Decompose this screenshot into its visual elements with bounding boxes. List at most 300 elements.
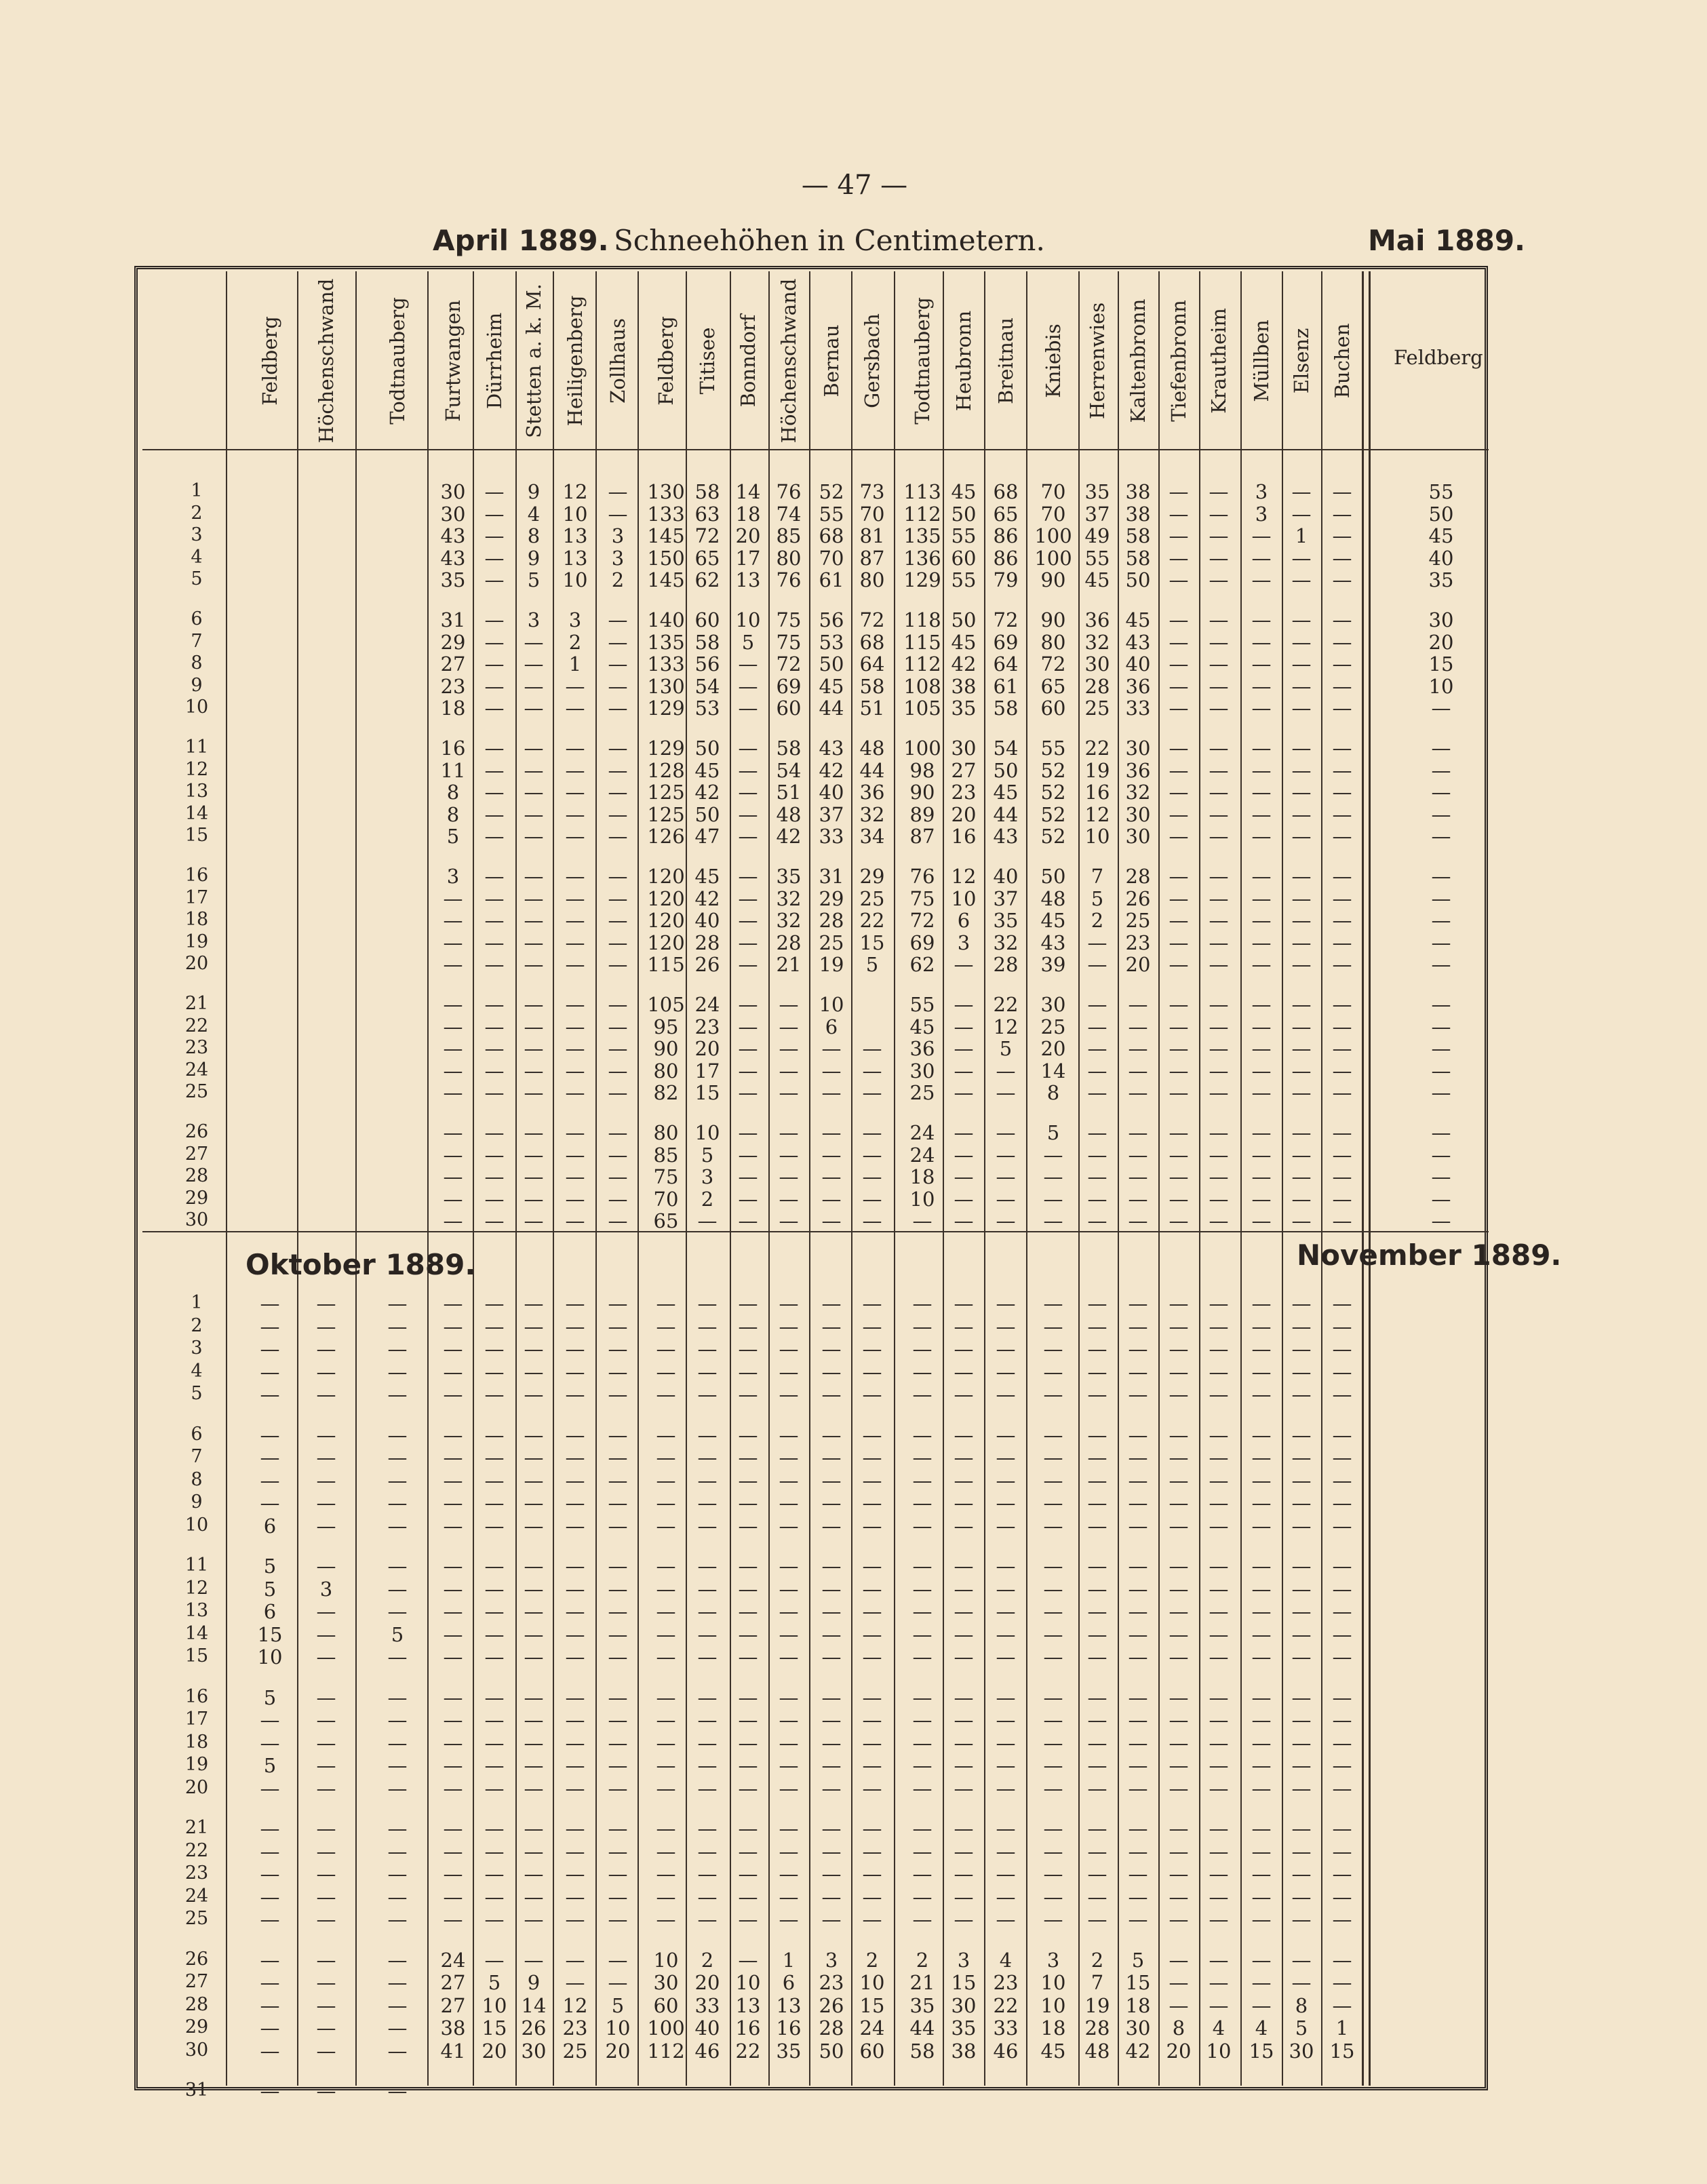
table-cell: —: [524, 931, 544, 954]
table-cell: —: [565, 931, 585, 954]
table-cell: —: [954, 1423, 974, 1447]
table-cell: —: [656, 1817, 676, 1840]
table-cell: —: [1209, 1491, 1229, 1515]
table-cell: 45: [694, 865, 720, 888]
table-cell: 50: [1040, 865, 1066, 888]
table-cell: —: [1043, 1709, 1063, 1732]
table-cell: 10: [819, 993, 844, 1016]
table-cell: —: [779, 1491, 799, 1515]
table-cell: 53: [819, 630, 844, 654]
table-cell: —: [1087, 1059, 1107, 1083]
table-cell: —: [260, 2016, 280, 2040]
table-cell: 28: [993, 953, 1019, 977]
table-cell: 38: [1125, 502, 1151, 526]
table-cell: —: [697, 1885, 718, 1909]
table-cell: —: [524, 1577, 544, 1601]
table-cell: —: [1087, 1468, 1107, 1492]
table-cell: 65: [993, 502, 1019, 526]
table-cell: 21: [909, 1971, 935, 1994]
table-cell: —: [565, 1143, 585, 1167]
table-cell: —: [779, 1292, 799, 1315]
table-cell: —: [565, 1081, 585, 1105]
table-cell: 5: [1091, 886, 1104, 910]
table-cell: 55: [909, 993, 935, 1016]
table-cell: 26: [694, 953, 720, 977]
table-cell: —: [954, 1383, 974, 1406]
table-cell: —: [524, 630, 544, 654]
table-cell: 30: [1125, 2016, 1151, 2040]
table-cell: 3: [1046, 1948, 1060, 1972]
table-cell: —: [1169, 1143, 1189, 1167]
table-cell: —: [484, 1555, 505, 1578]
table-cell: —: [1209, 1037, 1229, 1061]
column-header: Gersbach: [861, 313, 884, 408]
table-cell: —: [608, 1948, 628, 1972]
table-cell: 62: [909, 953, 935, 977]
table-cell: 2: [1091, 909, 1104, 933]
table-cell: 115: [903, 630, 941, 654]
table-cell: —: [608, 1491, 628, 1515]
table-cell: —: [316, 1709, 336, 1732]
table-cell: —: [821, 1514, 842, 1538]
table-cell: —: [524, 1015, 544, 1038]
table-cell: —: [608, 1839, 628, 1863]
table-cell: 73: [859, 480, 885, 503]
table-cell: —: [1169, 1839, 1189, 1863]
table-cell: —: [1169, 1468, 1189, 1492]
feldberg-cell: 20: [1428, 630, 1454, 654]
table-cell: —: [1332, 1600, 1352, 1623]
table-cell: —: [387, 1383, 408, 1406]
table-cell: 72: [1040, 652, 1066, 676]
table-cell: 58: [909, 2039, 935, 2063]
table-cell: 48: [1084, 2039, 1110, 2063]
table-cell: —: [316, 1383, 336, 1406]
table-cell: —: [565, 1209, 585, 1233]
table-cell: —: [862, 1059, 882, 1083]
table-cell: —: [1291, 1885, 1312, 1909]
table-cell: —: [484, 524, 505, 548]
table-cell: —: [1043, 1165, 1063, 1189]
table-cell: —: [1332, 758, 1352, 782]
table-cell: —: [316, 1685, 336, 1709]
table-cell: 27: [440, 1971, 466, 1994]
table-cell: 26: [1125, 886, 1151, 910]
date-label: 17: [184, 1709, 209, 1730]
table-cell: 35: [951, 2016, 977, 2040]
table-cell: —: [443, 1600, 463, 1623]
table-cell: —: [1251, 568, 1272, 592]
table-cell: —: [1291, 1731, 1312, 1755]
table-cell: —: [1291, 1059, 1312, 1083]
table-cell: 32: [859, 802, 885, 826]
table-cell: —: [738, 652, 758, 676]
table-cell: —: [1209, 1971, 1229, 1994]
table-cell: 3: [1255, 480, 1268, 503]
table-cell: 8: [446, 781, 460, 804]
table-cell: 28: [1084, 674, 1110, 698]
table-cell: —: [697, 1709, 718, 1732]
table-cell: 8: [1046, 1081, 1060, 1105]
table-cell: —: [524, 1776, 544, 1800]
table-cell: —: [862, 1423, 882, 1447]
table-cell: —: [1128, 1059, 1148, 1083]
table-cell: 6: [263, 1514, 277, 1538]
table-cell: —: [656, 1908, 676, 1931]
table-cell: —: [1251, 886, 1272, 910]
date-label: 13: [184, 1600, 209, 1621]
table-cell: 28: [819, 909, 844, 933]
table-cell: 42: [776, 825, 802, 849]
table-cell: 4: [1255, 2016, 1268, 2040]
table-cell: 3: [957, 931, 970, 954]
table-cell: —: [524, 1948, 544, 1972]
table-cell: 5: [999, 1037, 1013, 1061]
table-cell: 113: [903, 480, 941, 503]
table-cell: 3: [701, 1165, 714, 1189]
table-cell: —: [1209, 1121, 1229, 1144]
table-cell: —: [1209, 1685, 1229, 1709]
date-label: 12: [184, 1577, 209, 1599]
table-cell: —: [1043, 1622, 1063, 1646]
table-cell: 105: [647, 993, 685, 1016]
table-cell: —: [996, 1423, 1016, 1447]
column-rule: [1026, 271, 1027, 2086]
table-cell: —: [779, 1685, 799, 1709]
table-cell: —: [565, 1754, 585, 1777]
table-cell: —: [524, 1446, 544, 1469]
table-cell: —: [484, 1059, 505, 1083]
column-header-feldberg: Feldberg: [1394, 346, 1483, 369]
table-cell: —: [738, 1622, 758, 1646]
table-cell: 60: [776, 697, 802, 720]
table-cell: 5: [446, 825, 460, 849]
table-cell: —: [779, 1577, 799, 1601]
table-cell: —: [1043, 1383, 1063, 1406]
table-cell: —: [954, 1863, 974, 1886]
table-cell: —: [1332, 1121, 1352, 1144]
table-cell: —: [1291, 1423, 1312, 1447]
table-cell: —: [738, 1863, 758, 1886]
table-cell: —: [996, 1839, 1016, 1863]
feldberg-cell: 15: [1428, 652, 1454, 676]
table-cell: —: [996, 1645, 1016, 1669]
table-cell: 17: [735, 546, 761, 570]
table-cell: 15: [859, 1993, 885, 2017]
table-cell: —: [1291, 1383, 1312, 1406]
table-cell: 30: [1125, 825, 1151, 849]
date-label: 8: [191, 652, 203, 674]
table-cell: —: [1251, 1468, 1272, 1492]
table-cell: —: [316, 1885, 336, 1909]
table-cell: —: [862, 1685, 882, 1709]
table-cell: —: [1291, 993, 1312, 1016]
table-cell: 12: [562, 1993, 588, 2017]
table-cell: 28: [819, 2016, 844, 2040]
table-cell: —: [1169, 1731, 1189, 1755]
table-cell: —: [821, 1187, 842, 1211]
column-header: Elsenz: [1290, 328, 1313, 394]
table-cell: —: [954, 1037, 974, 1061]
table-cell: 45: [1040, 909, 1066, 933]
date-label: 9: [191, 674, 203, 696]
column-header: Todtnauberg: [911, 297, 934, 425]
table-cell: —: [1251, 758, 1272, 782]
table-cell: —: [697, 1839, 718, 1863]
table-cell: 10: [909, 1187, 935, 1211]
table-cell: 75: [776, 608, 802, 631]
column-header: Buchen: [1331, 323, 1354, 399]
table-cell: —: [316, 2016, 336, 2040]
table-cell: —: [565, 993, 585, 1016]
table-cell: —: [260, 1709, 280, 1732]
table-cell: —: [821, 1731, 842, 1755]
table-cell: 2: [1091, 1948, 1104, 1972]
table-cell: 133: [647, 652, 685, 676]
table-cell: —: [1128, 1292, 1148, 1315]
table-cell: —: [1332, 1446, 1352, 1469]
table-cell: 27: [951, 758, 977, 782]
table-cell: —: [1251, 1514, 1272, 1538]
table-cell: —: [1209, 781, 1229, 804]
table-cell: —: [1291, 1863, 1312, 1886]
table-cell: —: [565, 865, 585, 888]
table-cell: 1: [782, 1948, 796, 1972]
feldberg-cell: —: [1431, 1187, 1451, 1211]
table-cell: —: [996, 1059, 1016, 1083]
table-cell: —: [484, 1446, 505, 1469]
table-cell: 105: [903, 697, 941, 720]
column-header: Herrenwies: [1086, 302, 1109, 420]
table-cell: —: [821, 1165, 842, 1189]
table-cell: 12: [993, 1015, 1019, 1038]
table-cell: —: [1209, 1577, 1229, 1601]
table-cell: —: [1332, 993, 1352, 1016]
table-cell: —: [316, 1555, 336, 1578]
table-cell: —: [821, 1059, 842, 1083]
table-cell: 115: [647, 953, 685, 977]
table-cell: —: [954, 953, 974, 977]
table-cell: 13: [735, 568, 761, 592]
date-label: 13: [184, 781, 209, 802]
table-cell: 10: [1040, 1993, 1066, 2017]
table-cell: 10: [1084, 825, 1110, 849]
table-cell: —: [996, 1081, 1016, 1105]
table-cell: —: [1169, 1121, 1189, 1144]
table-cell: —: [1251, 1143, 1272, 1167]
table-cell: —: [656, 1885, 676, 1909]
table-cell: —: [1128, 1209, 1148, 1233]
table-cell: —: [565, 1555, 585, 1578]
column-header: Bonndorf: [737, 314, 760, 408]
table-cell: 38: [951, 2039, 977, 2063]
table-cell: —: [608, 697, 628, 720]
feldberg-cell: —: [1431, 909, 1451, 933]
table-cell: —: [608, 480, 628, 503]
table-cell: 38: [951, 674, 977, 698]
table-cell: —: [1043, 1776, 1063, 1800]
feldberg-cell: —: [1431, 886, 1451, 910]
table-cell: —: [1291, 1817, 1312, 1840]
table-cell: 45: [1125, 608, 1151, 631]
table-cell: —: [484, 697, 505, 720]
table-cell: —: [697, 1423, 718, 1447]
table-cell: —: [1209, 546, 1229, 570]
date-label: 4: [191, 1360, 203, 1382]
table-cell: —: [1087, 1685, 1107, 1709]
table-cell: 53: [694, 697, 720, 720]
table-cell: —: [1332, 502, 1352, 526]
table-cell: —: [1291, 1143, 1312, 1167]
column-header: Kniebis: [1042, 324, 1065, 398]
table-cell: —: [1209, 502, 1229, 526]
table-cell: —: [524, 1817, 544, 1840]
table-cell: —: [1087, 1754, 1107, 1777]
table-cell: 45: [694, 758, 720, 782]
table-cell: —: [821, 1622, 842, 1646]
table-cell: —: [1169, 608, 1189, 631]
table-cell: —: [1251, 1885, 1272, 1909]
table-cell: —: [608, 1143, 628, 1167]
table-cell: 108: [903, 674, 941, 698]
table-cell: —: [862, 1491, 882, 1515]
table-cell: —: [996, 1622, 1016, 1646]
table-cell: 36: [859, 781, 885, 804]
table-cell: —: [443, 1314, 463, 1338]
table-cell: 75: [909, 886, 935, 910]
table-cell: —: [1169, 1577, 1189, 1601]
table-cell: —: [1043, 1514, 1063, 1538]
table-cell: 12: [951, 865, 977, 888]
table-cell: —: [738, 1754, 758, 1777]
table-cell: —: [1251, 674, 1272, 698]
date-label: 6: [191, 1423, 203, 1445]
column-rule: [297, 271, 298, 2086]
table-cell: —: [656, 1468, 676, 1492]
table-cell: —: [821, 1314, 842, 1338]
table-cell: —: [1209, 1209, 1229, 1233]
table-cell: —: [821, 1037, 842, 1061]
table-cell: —: [1251, 909, 1272, 933]
table-cell: —: [565, 697, 585, 720]
table-cell: —: [1043, 1446, 1063, 1469]
table-cell: —: [484, 1885, 505, 1909]
feldberg-cell: 35: [1428, 568, 1454, 592]
table-cell: —: [1043, 1555, 1063, 1578]
table-cell: 1: [1335, 2016, 1349, 2040]
table-cell: —: [443, 993, 463, 1016]
table-cell: —: [912, 1645, 933, 1669]
table-cell: —: [565, 1446, 585, 1469]
table-cell: 23: [819, 1971, 844, 1994]
table-cell: —: [996, 1817, 1016, 1840]
date-label: 27: [184, 1971, 209, 1992]
table-cell: —: [443, 1165, 463, 1189]
table-cell: —: [1087, 993, 1107, 1016]
table-cell: 9: [527, 546, 541, 570]
table-cell: —: [1128, 1776, 1148, 1800]
table-cell: —: [738, 1885, 758, 1909]
table-cell: —: [1291, 1338, 1312, 1361]
table-cell: —: [1209, 1555, 1229, 1578]
table-cell: —: [738, 1555, 758, 1578]
table-cell: —: [387, 1885, 408, 1909]
table-cell: 14: [521, 1993, 547, 2017]
table-cell: —: [484, 1187, 505, 1211]
date-label: 31: [184, 2080, 209, 2101]
table-cell: —: [1128, 1839, 1148, 1863]
table-cell: —: [697, 1338, 718, 1361]
table-cell: —: [443, 1908, 463, 1931]
table-cell: 135: [647, 630, 685, 654]
table-cell: —: [996, 1383, 1016, 1406]
table-cell: —: [1209, 1187, 1229, 1211]
table-cell: —: [443, 1338, 463, 1361]
table-cell: 86: [993, 524, 1019, 548]
table-cell: 29: [859, 865, 885, 888]
table-cell: —: [821, 1446, 842, 1469]
table-cell: —: [1251, 1383, 1272, 1406]
table-cell: —: [1128, 1314, 1148, 1338]
table-cell: —: [1332, 825, 1352, 849]
table-cell: —: [443, 1645, 463, 1669]
table-cell: —: [996, 1446, 1016, 1469]
table-cell: —: [387, 1685, 408, 1709]
table-cell: —: [1209, 1292, 1229, 1315]
table-cell: 128: [647, 758, 685, 782]
table-cell: 16: [440, 737, 466, 760]
table-cell: 27: [440, 652, 466, 676]
table-cell: 58: [859, 674, 885, 698]
table-cell: —: [1251, 608, 1272, 631]
table-cell: —: [1251, 865, 1272, 888]
table-cell: —: [1043, 1338, 1063, 1361]
table-cell: —: [1332, 1338, 1352, 1361]
table-cell: —: [524, 1468, 544, 1492]
table-cell: —: [484, 608, 505, 631]
table-cell: —: [1128, 1187, 1148, 1211]
table-cell: —: [565, 1863, 585, 1886]
table-cell: —: [1043, 1360, 1063, 1384]
table-cell: 32: [1084, 630, 1110, 654]
table-cell: —: [996, 1709, 1016, 1732]
table-cell: 120: [647, 865, 685, 888]
table-cell: —: [524, 1143, 544, 1167]
table-cell: —: [1169, 1037, 1189, 1061]
table-cell: —: [524, 1360, 544, 1384]
table-cell: —: [608, 758, 628, 782]
table-cell: —: [1128, 1081, 1148, 1105]
table-cell: —: [1128, 1037, 1148, 1061]
table-cell: —: [565, 1731, 585, 1755]
table-cell: —: [1128, 1143, 1148, 1167]
table-cell: 13: [562, 546, 588, 570]
table-cell: 9: [527, 1971, 541, 1994]
table-cell: —: [260, 2080, 280, 2103]
table-cell: —: [1087, 1121, 1107, 1144]
table-cell: —: [1209, 1143, 1229, 1167]
table-cell: —: [738, 802, 758, 826]
table-cell: —: [387, 1514, 408, 1538]
table-cell: 2: [916, 1948, 929, 1972]
table-cell: 40: [694, 2016, 720, 2040]
table-cell: —: [524, 737, 544, 760]
table-cell: —: [443, 1622, 463, 1646]
table-cell: —: [484, 1839, 505, 1863]
table-cell: —: [524, 1514, 544, 1538]
table-cell: —: [1128, 1645, 1148, 1669]
table-cell: —: [862, 1446, 882, 1469]
